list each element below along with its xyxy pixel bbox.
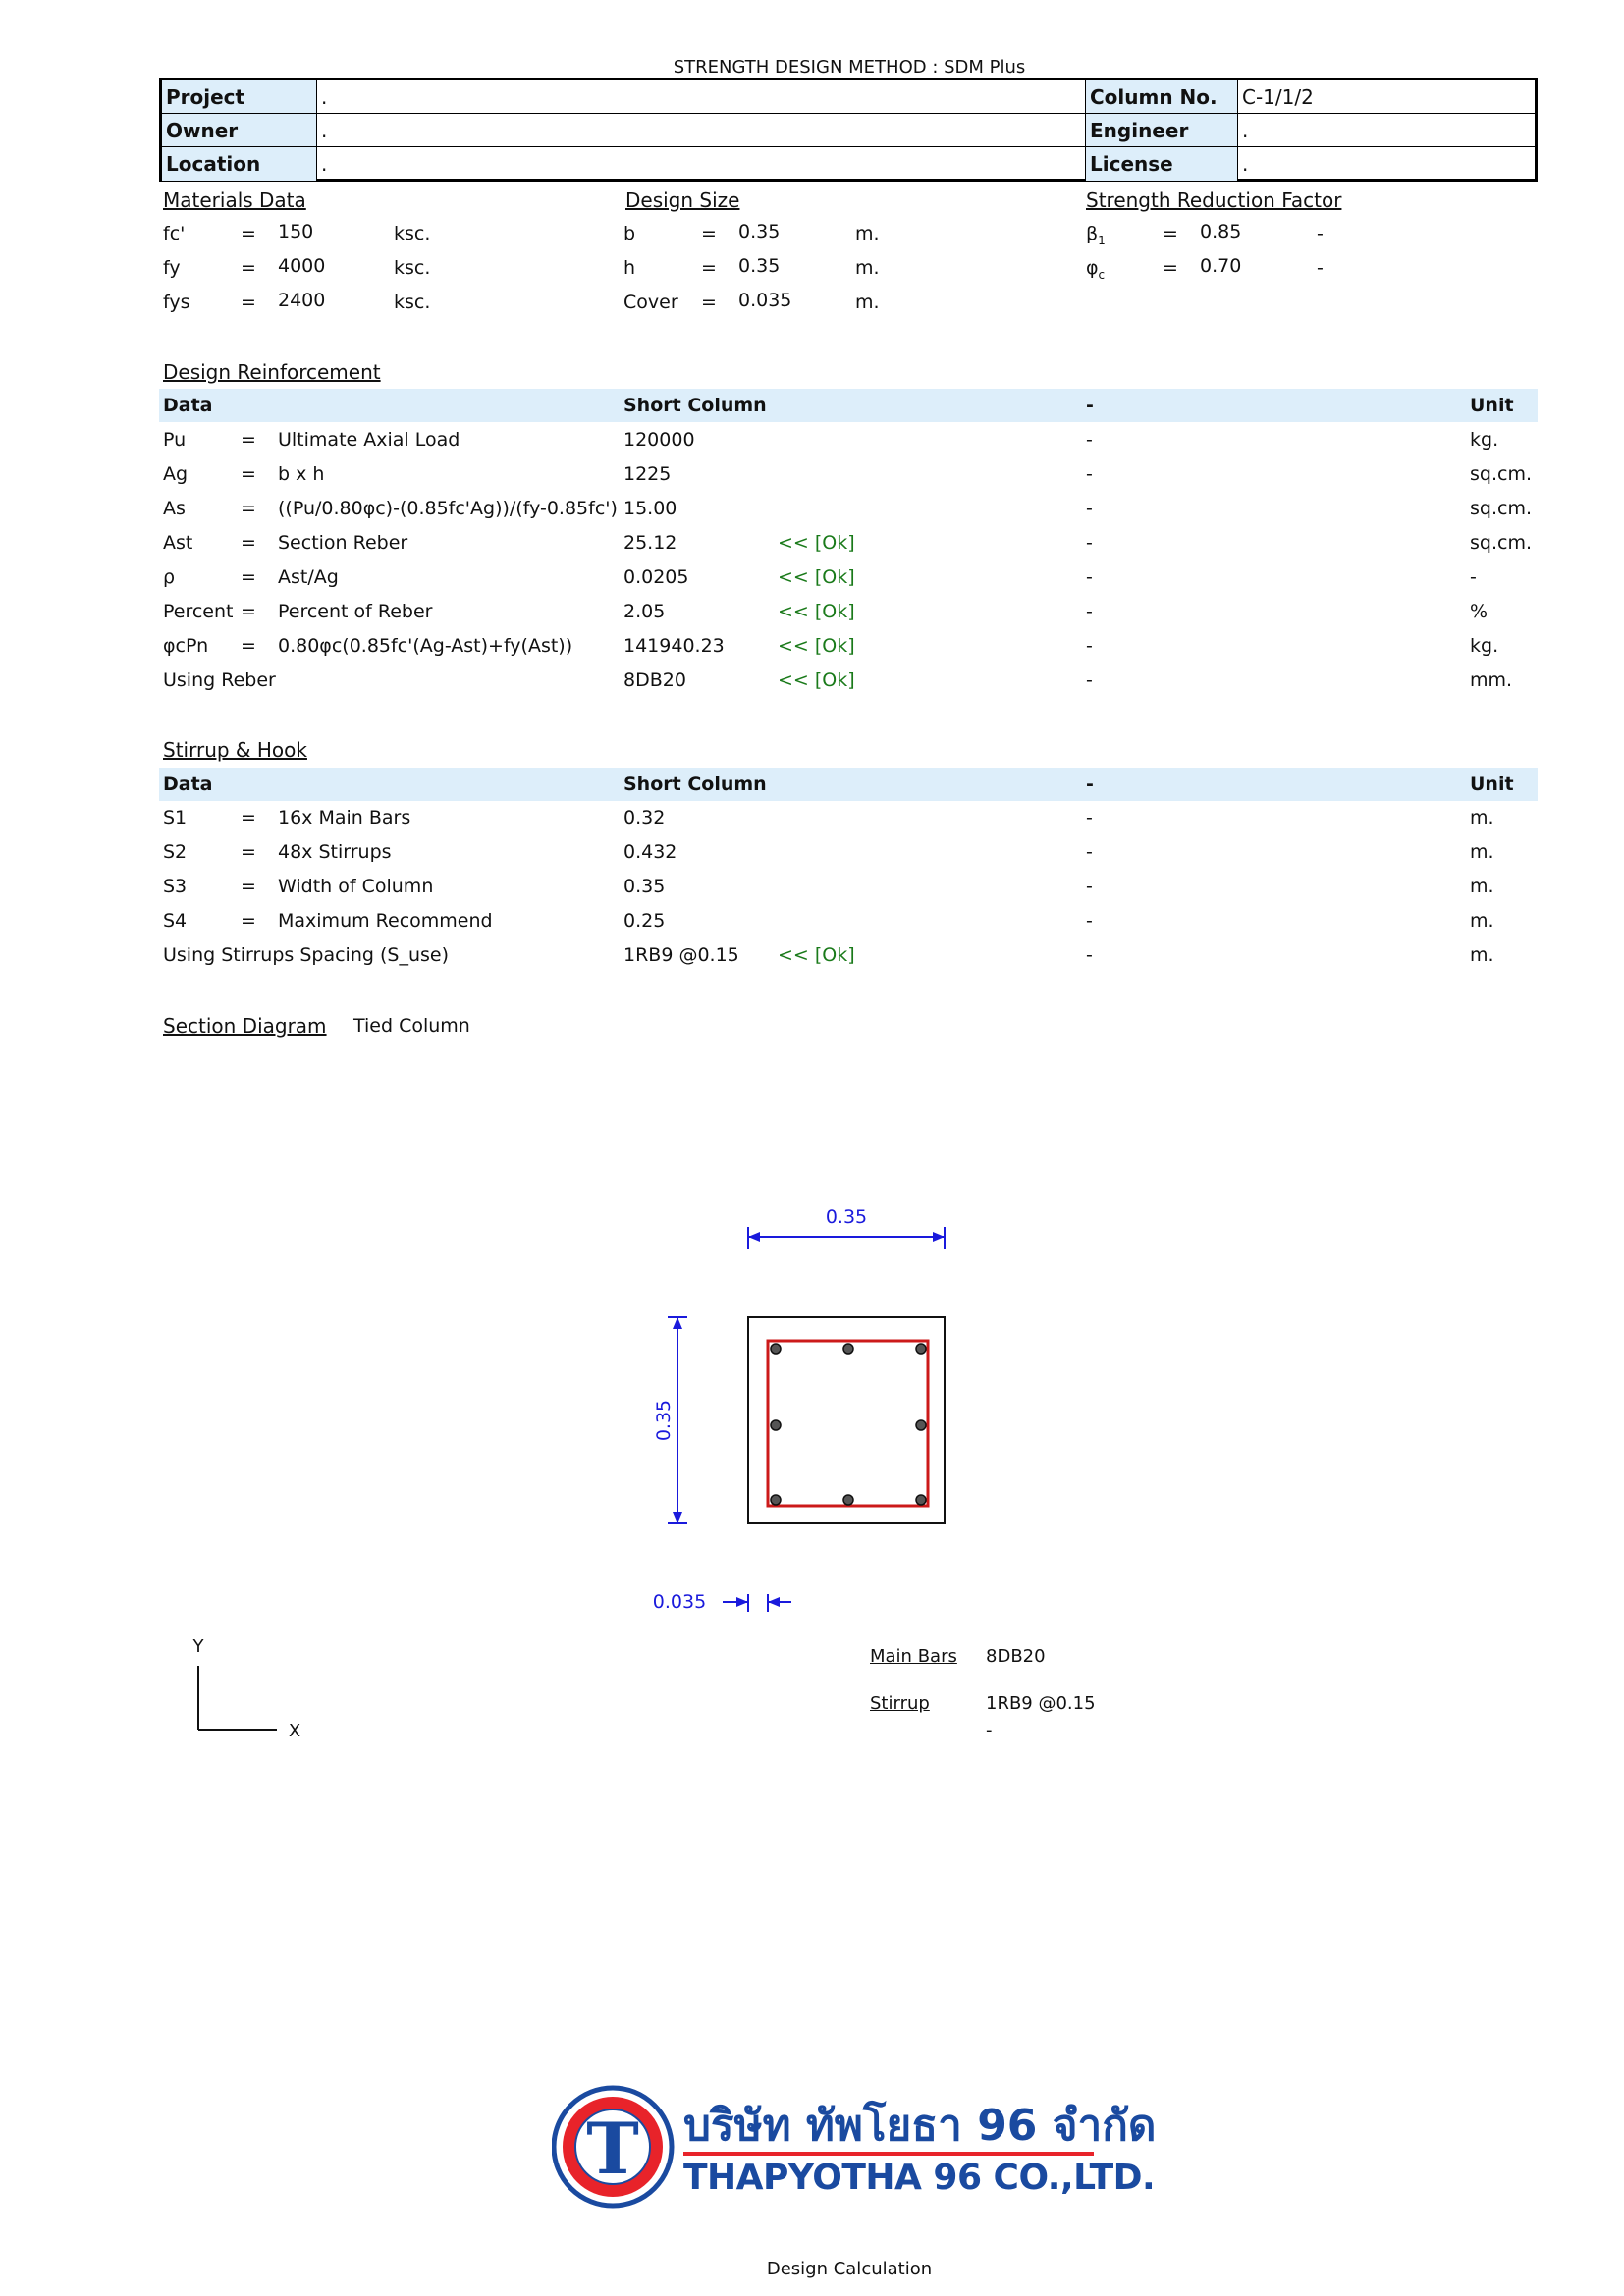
section-heading: Section Diagram [163, 1014, 327, 1038]
h-eq: = [701, 257, 717, 279]
row-description: 16x Main Bars [278, 807, 411, 828]
h-value[interactable]: 0.35 [738, 255, 781, 277]
row-eq: = [241, 910, 256, 932]
col-dash: - [1086, 395, 1094, 416]
row-value[interactable]: 1225 [623, 463, 672, 485]
dim-cover-label: 0.035 [652, 1591, 707, 1613]
main-bars-value: 8DB20 [986, 1646, 1046, 1667]
location-label: Location [162, 147, 317, 181]
row-symbol: Ag [163, 463, 189, 485]
project-label: Project [162, 80, 317, 113]
row-unit: mm. [1470, 669, 1513, 691]
h-symbol: h [623, 257, 636, 279]
row-symbol: Percent [163, 601, 234, 622]
row-dash: - [1086, 429, 1093, 451]
column-no-label: Column No. [1086, 80, 1238, 113]
col-data: Data [163, 774, 213, 795]
location-value[interactable]: . [317, 147, 1086, 181]
row-value[interactable]: 0.432 [623, 841, 677, 863]
phic-eq: = [1163, 257, 1178, 279]
row-eq: = [241, 429, 256, 451]
row-eq: = [241, 463, 256, 485]
document-title: STRENGTH DESIGN METHOD : SDM Plus [673, 57, 1026, 78]
row-value[interactable]: 0.0205 [623, 566, 689, 588]
row-unit: % [1470, 601, 1489, 622]
row-value[interactable]: 0.25 [623, 910, 666, 932]
row-check-status: << [Ok] [778, 532, 855, 554]
row-symbol: Pu [163, 429, 187, 451]
footer-text: Design Calculation [766, 2259, 933, 2279]
svg-text:T: T [586, 2107, 639, 2190]
row-symbol: Ast [163, 532, 193, 554]
materials-heading: Materials Data [163, 188, 306, 212]
row-check-status: << [Ok] [778, 635, 855, 657]
company-emblem-icon [552, 2083, 679, 2211]
dim-b-label: 0.35 [825, 1206, 868, 1228]
cover-symbol: Cover [623, 292, 678, 313]
row-dash: - [1086, 944, 1093, 966]
phic-unit: - [1317, 257, 1324, 279]
beta1-eq: = [1163, 223, 1178, 244]
row-description: Ast/Ag [278, 566, 339, 588]
row-value[interactable]: 1RB9 @0.15 [623, 944, 739, 966]
row-value[interactable]: 0.32 [623, 807, 666, 828]
row-symbol: As [163, 498, 186, 519]
row-unit: sq.cm. [1470, 532, 1532, 554]
company-logo [552, 2083, 1157, 2211]
axis-y-label: Y [192, 1636, 204, 1657]
h-unit: m. [855, 257, 880, 279]
row-symbol: S1 [163, 807, 188, 828]
row-value[interactable]: 141940.23 [623, 635, 725, 657]
dimension-cover [653, 1591, 791, 1613]
row-dash: - [1086, 669, 1093, 691]
row-symbol: S4 [163, 910, 188, 932]
column-no-value[interactable]: C-1/1/2 [1242, 85, 1314, 109]
row-unit: m. [1470, 944, 1494, 966]
dimension-h [653, 1317, 687, 1523]
beta1-symbol: $\beta_1$ [1086, 223, 1106, 247]
beta1-unit: - [1317, 223, 1324, 244]
row-unit: m. [1470, 807, 1494, 828]
fy-unit: ksc. [394, 257, 431, 279]
row-unit: sq.cm. [1470, 463, 1532, 485]
row-dash: - [1086, 498, 1093, 519]
row-eq: = [241, 876, 256, 897]
fy-symbol: fy [163, 257, 181, 279]
fys-value[interactable]: 2400 [278, 290, 326, 311]
row-dash: - [1086, 566, 1093, 588]
row-description: Ultimate Axial Load [278, 429, 460, 451]
row-eq: = [241, 566, 256, 588]
row-dash: - [1086, 876, 1093, 897]
row-dash: - [1086, 807, 1093, 828]
row-symbol: ρ [163, 566, 176, 588]
cover-unit: m. [855, 292, 880, 313]
row-unit: m. [1470, 910, 1494, 932]
row-dash: - [1086, 601, 1093, 622]
row-unit: m. [1470, 876, 1494, 897]
owner-value[interactable]: . [317, 114, 1086, 146]
fc-value[interactable]: 150 [278, 221, 314, 242]
stirrup-value: 1RB9 @0.15 [986, 1693, 1096, 1714]
row-description: ((Pu/0.80φc)-(0.85fc'Ag))/(fy-0.85fc') [278, 498, 618, 519]
row-check-status: << [Ok] [778, 669, 855, 691]
beta1-value[interactable]: 0.85 [1200, 221, 1242, 242]
phic-value[interactable]: 0.70 [1200, 255, 1242, 277]
axis-x-label: X [288, 1721, 301, 1741]
row-description: Maximum Recommend [278, 910, 493, 932]
row-eq: = [241, 635, 256, 657]
row-description: Section Reber [278, 532, 408, 554]
license-label: License [1086, 147, 1238, 181]
col-short-column: Short Column [623, 395, 767, 416]
cover-value[interactable]: 0.035 [738, 290, 792, 311]
row-symbol: Using Stirrups Spacing (S_use) [163, 944, 449, 966]
row-eq: = [241, 841, 256, 863]
license-value[interactable]: . [1242, 152, 1249, 176]
row-value[interactable]: 2.05 [623, 601, 666, 622]
company-name-english: THAPYOTHA 96 CO.,LTD. [683, 2158, 1156, 2198]
row-value[interactable]: 0.35 [623, 876, 666, 897]
project-value[interactable]: . [317, 80, 1086, 113]
col-data: Data [163, 395, 213, 416]
row-eq: = [241, 807, 256, 828]
row-description: Width of Column [278, 876, 434, 897]
dimension-b [748, 1206, 945, 1249]
b-value[interactable]: 0.35 [738, 221, 781, 242]
row-value[interactable]: 25.12 [623, 532, 677, 554]
row-symbol: φcPn [163, 635, 209, 657]
row-check-status: << [Ok] [778, 601, 855, 622]
col-unit: Unit [1470, 395, 1514, 416]
stirrup-extra: - [986, 1720, 993, 1740]
engineer-label: Engineer [1086, 114, 1238, 146]
b-unit: m. [855, 223, 880, 244]
fys-eq: = [241, 292, 256, 313]
reinforcement-heading: Design Reinforcement [163, 360, 381, 384]
xy-axes [192, 1636, 301, 1741]
row-unit: sq.cm. [1470, 498, 1532, 519]
design-size-heading: Design Size [625, 188, 740, 212]
row-unit: kg. [1470, 635, 1499, 657]
main-bars-label: Main Bars [870, 1646, 957, 1667]
row-check-status: << [Ok] [778, 944, 855, 966]
cover-eq: = [701, 292, 717, 313]
b-eq: = [701, 223, 717, 244]
stirrup-label: Stirrup [870, 1693, 930, 1714]
fy-value[interactable]: 4000 [278, 255, 326, 277]
section-type: Tied Column [353, 1015, 470, 1037]
row-eq: = [241, 498, 256, 519]
row-symbol: S2 [163, 841, 188, 863]
fc-symbol: fc' [163, 223, 186, 244]
row-value[interactable]: 15.00 [623, 498, 677, 519]
row-value[interactable]: 8DB20 [623, 669, 686, 691]
row-eq: = [241, 601, 256, 622]
fc-eq: = [241, 223, 256, 244]
phic-symbol: $\varphi_c$ [1086, 257, 1106, 282]
row-description: Percent of Reber [278, 601, 433, 622]
row-symbol: S3 [163, 876, 188, 897]
col-dash: - [1086, 774, 1094, 795]
row-dash: - [1086, 910, 1093, 932]
row-description: b x h [278, 463, 325, 485]
col-short-column: Short Column [623, 774, 767, 795]
fys-symbol: fys [163, 292, 190, 313]
row-description: 0.80φc(0.85fc'(Ag-Ast)+fy(Ast)) [278, 635, 573, 657]
logo-divider [683, 2152, 1094, 2156]
row-unit: - [1470, 566, 1477, 588]
dim-h-label: 0.35 [653, 1399, 675, 1442]
row-value[interactable]: 120000 [623, 429, 695, 451]
b-symbol: b [623, 223, 636, 244]
row-dash: - [1086, 532, 1093, 554]
reduction-heading: Strength Reduction Factor [1086, 188, 1342, 212]
company-name-thai: บริษัท ทัพโยธา 96 จำกัด [683, 2101, 1157, 2151]
fys-unit: ksc. [394, 292, 431, 313]
row-dash: - [1086, 841, 1093, 863]
row-eq: = [241, 532, 256, 554]
owner-label: Owner [162, 114, 317, 146]
col-unit: Unit [1470, 774, 1514, 795]
row-symbol: Using Reber [163, 669, 276, 691]
row-unit: kg. [1470, 429, 1499, 451]
fc-unit: ksc. [394, 223, 431, 244]
row-check-status: << [Ok] [778, 566, 855, 588]
fy-eq: = [241, 257, 256, 279]
stirrup-heading: Stirrup & Hook [163, 738, 307, 762]
row-dash: - [1086, 635, 1093, 657]
row-description: 48x Stirrups [278, 841, 392, 863]
row-unit: m. [1470, 841, 1494, 863]
row-dash: - [1086, 463, 1093, 485]
engineer-value[interactable]: . [1242, 119, 1249, 142]
